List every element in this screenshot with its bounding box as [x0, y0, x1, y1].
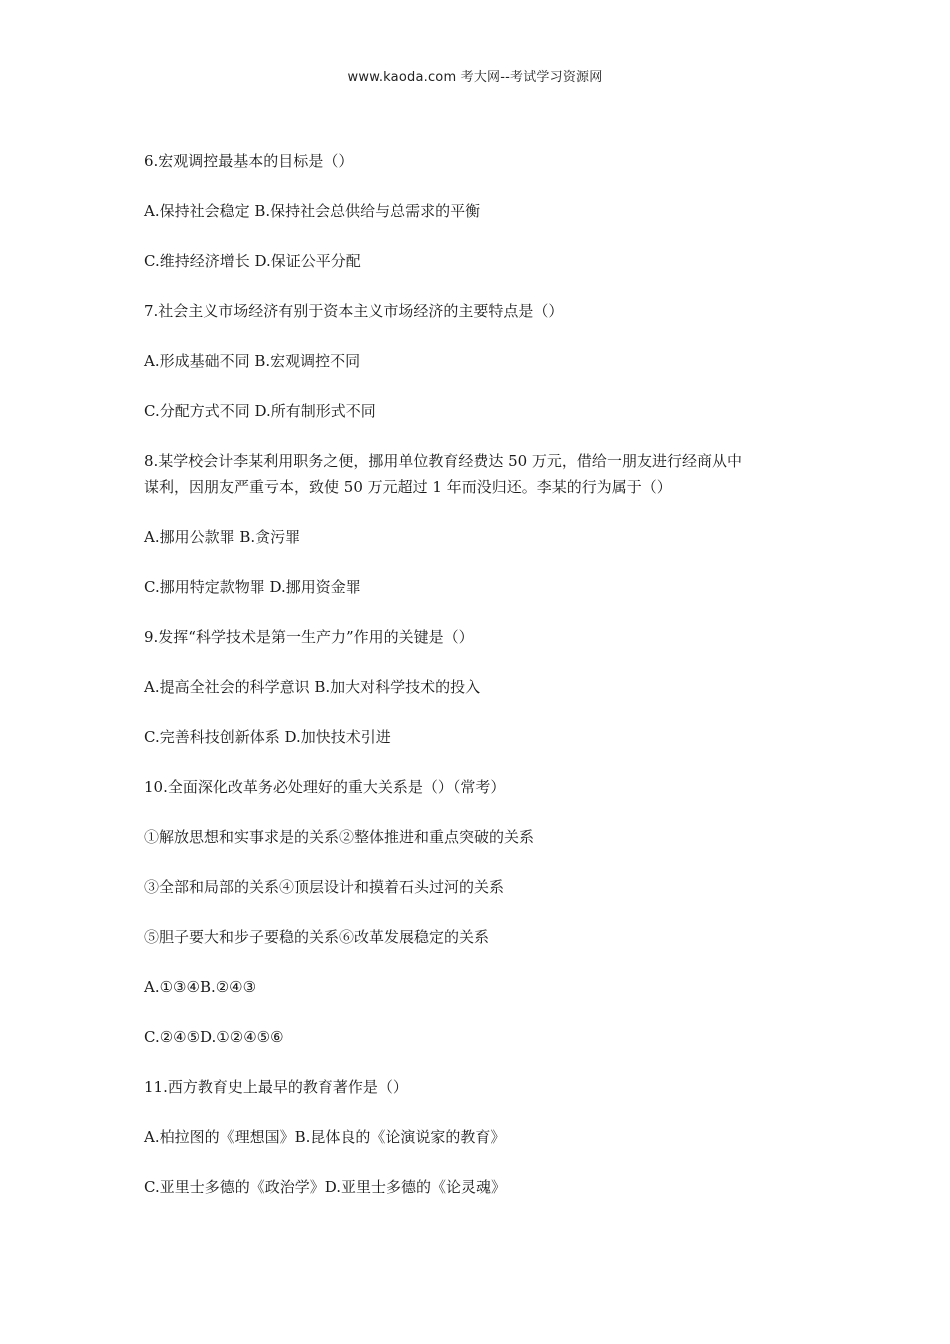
question-10-options-ab [144, 974, 824, 1000]
question-9-options-ab [144, 674, 824, 700]
question-8-options-cd [144, 574, 824, 600]
statement-line: ①解放思想和实事求是的关系②整体推进和重点突破的关系 [144, 828, 535, 846]
question-text: 谋利，因朋友严重亏本，致使 50 万元超过 1 年而没归还。李某的行为属于（） [144, 478, 672, 496]
question-10-options-cd [144, 1024, 824, 1050]
question-7-options-ab [144, 348, 824, 374]
question-7-options-cd [144, 398, 824, 424]
question-text: 6.宏观调控最基本的目标是（） [144, 152, 354, 170]
option-line: C.完善科技创新体系 D.加快技术引进 [144, 728, 391, 746]
question-10-item-34 [144, 874, 824, 900]
question-9-options-cd [144, 724, 824, 750]
page-header: www.kaoda.com 考大网--考试学习资源网 [347, 70, 603, 85]
question-text: 8.某学校会计李某利用职务之便，挪用单位教育经费达 50 万元，借给一朋友进行经商从中 [144, 452, 742, 470]
question-7 [144, 298, 824, 324]
option-line: A.提高全社会的科学意识 B.加大对科学技术的投入 [144, 678, 481, 696]
option-line: A.①③④B.②④③ [144, 978, 257, 996]
option-line: A.柏拉图的《理想国》B.昆体良的《论演说家的教育》 [144, 1128, 506, 1146]
option-line: C.②④⑤D.①②④⑤⑥ [144, 1028, 284, 1046]
option-line: C.分配方式不同 D.所有制形式不同 [144, 402, 376, 420]
question-6-options-ab [144, 198, 824, 224]
question-10-item-56 [144, 924, 824, 950]
statement-line: ⑤胆子要大和步子要稳的关系⑥改革发展稳定的关系 [144, 928, 490, 946]
question-11-options-ab [144, 1124, 824, 1150]
question-11 [144, 1074, 824, 1100]
document-body [144, 148, 824, 1224]
question-text: 7.社会主义市场经济有别于资本主义市场经济的主要特点是（） [144, 302, 564, 320]
option-line: C.挪用特定款物罪 D.挪用资金罪 [144, 578, 361, 596]
statement-line: ③全部和局部的关系④顶层设计和摸着石头过河的关系 [144, 878, 505, 896]
option-line: A.保持社会稳定 B.保持社会总供给与总需求的平衡 [144, 202, 481, 220]
question-text: 9.发挥“科学技术是第一生产力”作用的关键是（） [144, 628, 474, 646]
question-text: 10.全面深化改革务必处理好的重大关系是（）（常考） [144, 778, 506, 796]
option-line: C.维持经济增长 D.保证公平分配 [144, 252, 361, 270]
option-line: A.形成基础不同 B.宏观调控不同 [144, 352, 361, 370]
question-8 [144, 448, 824, 500]
option-line: A.挪用公款罪 B.贪污罪 [144, 528, 301, 546]
question-10 [144, 774, 824, 800]
question-6-options-cd [144, 248, 824, 274]
question-9 [144, 624, 824, 650]
question-6 [144, 148, 824, 174]
question-8-options-ab [144, 524, 824, 550]
question-11-options-cd [144, 1174, 824, 1200]
option-line: C.亚里士多德的《政治学》D.亚里士多德的《论灵魂》 [144, 1178, 506, 1196]
question-text: 11.西方教育史上最早的教育著作是（） [144, 1078, 408, 1096]
question-10-item-12 [144, 824, 824, 850]
